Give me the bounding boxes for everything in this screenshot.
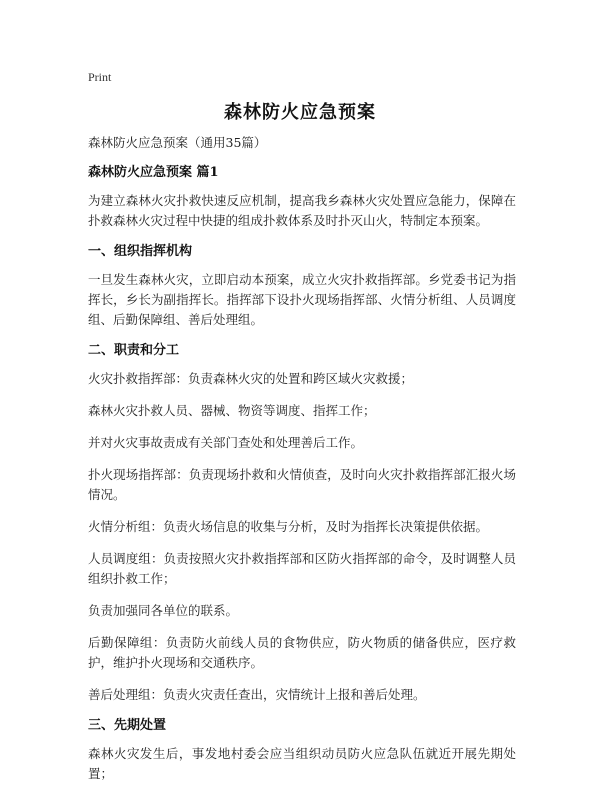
- paragraph-organization: 一旦发生森林火灾，立即启动本预案，成立火灾扑救指挥部。乡党委书记为指挥长，乡长为副指挥长。指挥部下设扑火现场指挥部、火情分析组、人员调度组、后勤保障组、善后处理组。: [88, 272, 516, 327]
- section-heading-organization: 一、组织指挥机构: [88, 244, 193, 259]
- paragraph-field-command: 扑火现场指挥部：负责现场扑救和火情侦查，及时向火灾扑救指挥部汇报火场情况。: [88, 467, 516, 502]
- paragraph-aftermath-duty: 并对火灾事故责成有关部门查处和处理善后工作。: [88, 435, 364, 450]
- paragraph-dispatch: 森林火灾扑救人员、器械、物资等调度、指挥工作；: [88, 403, 376, 418]
- print-label: Print: [88, 70, 112, 84]
- paragraph-intro: 为建立森林火灾扑救快速反应机制，提高我乡森林火灾处置应急能力，保障在扑救森林火灾过程中快捷的组成扑救体系及时扑灭山火，特制定本预案。: [88, 193, 516, 228]
- paragraph-logistics-group: 后勤保障组：负责防火前线人员的食物供应，防火物质的储备供应，医疗救护，维护扑火现场和交通秩序。: [88, 635, 516, 670]
- section-heading-duties: 二、职责和分工: [88, 343, 180, 358]
- paragraph-liaison: 负责加强同各单位的联系。: [88, 603, 239, 618]
- paragraph-personnel-group: 人员调度组：负责按照火灾扑救指挥部和区防火指挥部的命令，及时调整人员组织扑救工作；: [88, 551, 516, 586]
- document-body: [88, 134, 516, 796]
- paragraph-analysis-group: 火情分析组：负责火场信息的收集与分析，及时为指挥长决策提供依据。: [88, 519, 489, 534]
- paragraph-initial-response: 森林火灾发生后，事发地村委会应当组织动员防火应急队伍就近开展先期处置；: [88, 746, 516, 781]
- document-subtitle: 森林防火应急预案（通用35篇）: [88, 135, 267, 150]
- paragraph-aftermath-group: 善后处理组：负责火灾责任查出，灾情统计上报和善后处理。: [88, 687, 426, 702]
- section-heading-initial-response: 三、先期处置: [88, 718, 167, 733]
- paragraph-command-hq: 火灾扑救指挥部：负责森林火灾的处置和跨区域火灾救援；: [88, 371, 414, 386]
- section-heading-article-1: 森林防火应急预案 篇1: [88, 165, 219, 180]
- page-title: 森林防火应急预案: [224, 102, 376, 123]
